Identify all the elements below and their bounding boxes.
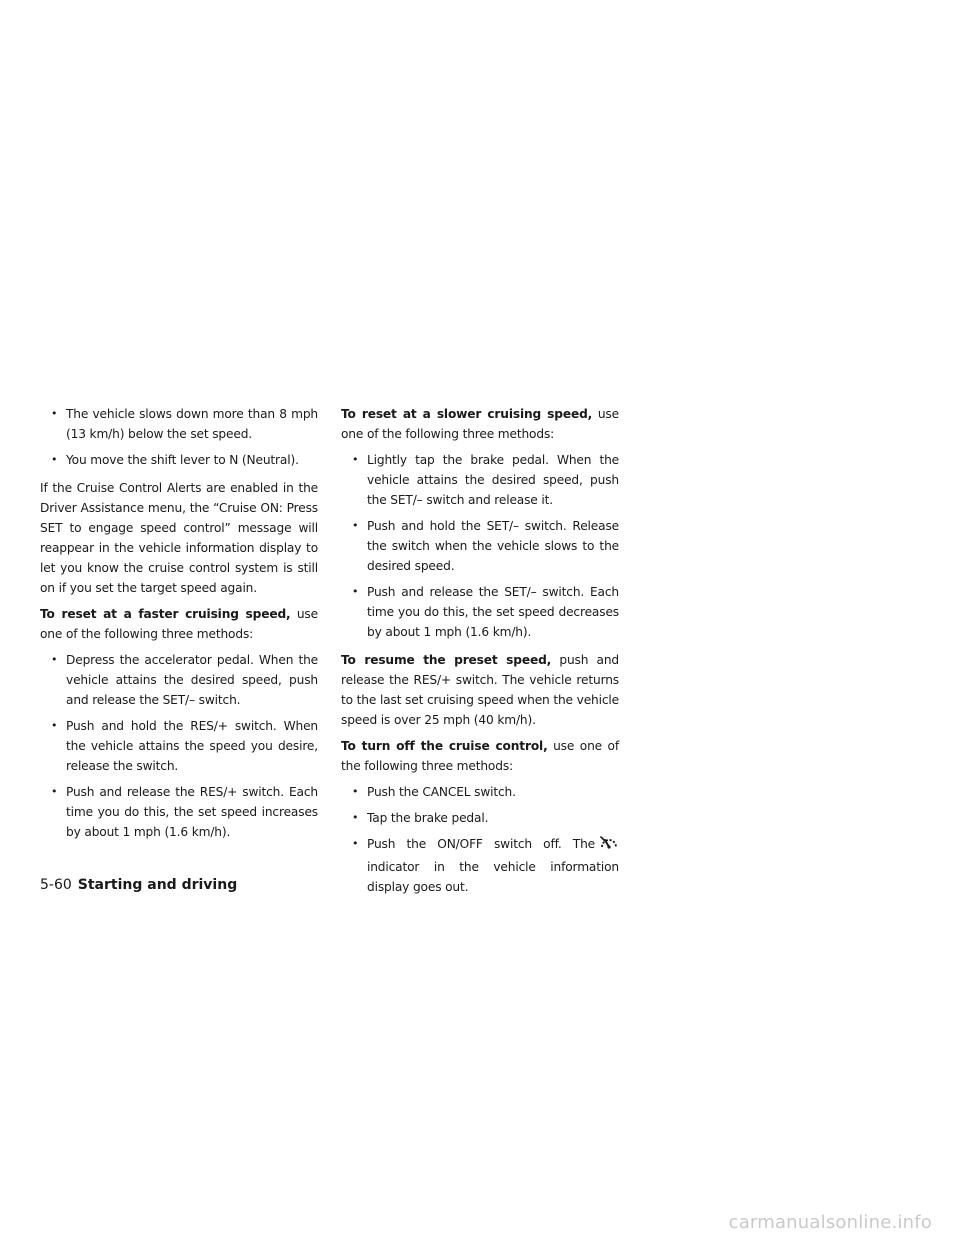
section-title: Starting and driving bbox=[77, 877, 238, 893]
list-item: • Push and hold the RES/+ switch. When the vehicle attains the speed you desire, release the switch. bbox=[40, 716, 318, 776]
turn-off-intro: use one of the following three methods: bbox=[341, 739, 619, 773]
faster-speed-list bbox=[40, 650, 318, 842]
slower-speed-heading: To reset at a slower cruising speed, bbox=[341, 407, 593, 421]
right-column bbox=[341, 404, 619, 905]
onoff-text-start: Push the ON/OFF switch off. The bbox=[367, 837, 595, 851]
faster-speed-intro: use one of the following three methods: bbox=[40, 607, 318, 641]
slower-speed-intro: use one of the following three methods: bbox=[341, 407, 619, 441]
cruise-indicator-icon bbox=[599, 835, 619, 857]
list-item: • You move the shift lever to N (Neutral). bbox=[40, 450, 318, 470]
list-item: • The vehicle slows down more than 8 mph (13 km/h) below the set speed. bbox=[40, 404, 318, 444]
turn-off-paragraph bbox=[341, 736, 619, 776]
resume-speed-heading: To resume the preset speed, bbox=[341, 653, 552, 667]
list-item: • Push the CANCEL switch. bbox=[341, 782, 619, 802]
list-item: • Depress the accelerator pedal. When the vehicle attains the desired speed, push and release the SET/– switch. bbox=[40, 650, 318, 710]
turn-off-list bbox=[341, 782, 619, 897]
list-item bbox=[341, 834, 619, 897]
faster-speed-heading: To reset at a faster cruising speed, bbox=[40, 607, 291, 621]
watermark: carmanualsonline.info bbox=[728, 1212, 932, 1233]
list-item: • Lightly tap the brake pedal. When the vehicle attains the desired speed, push the SET/– switch and release it. bbox=[341, 450, 619, 510]
resume-speed-paragraph bbox=[341, 650, 619, 730]
slower-speed-list bbox=[341, 450, 619, 642]
onoff-text-end: indicator in the vehicle information display goes out. bbox=[367, 860, 619, 894]
faster-speed-paragraph bbox=[40, 604, 318, 644]
turn-off-heading: To turn off the cruise control, bbox=[341, 739, 548, 753]
list-item: • Push and hold the SET/– switch. Release the switch when the vehicle slows to the desired speed. bbox=[341, 516, 619, 576]
alerts-paragraph: If the Cruise Control Alerts are enabled in the Driver Assistance menu, the “Cruise ON: Press SET to engage speed control” message will reappear in the vehicle information display to let you know the cruise control system is still on if you set the target speed again. bbox=[40, 481, 318, 595]
list-item: • Tap the brake pedal. bbox=[341, 808, 619, 828]
list-item: • Push and release the RES/+ switch. Each time you do this, the set speed increases by about 1 mph (1.6 km/h). bbox=[40, 782, 318, 842]
slower-speed-paragraph bbox=[341, 404, 619, 444]
resume-speed-text: push and release the RES/+ switch. The vehicle returns to the last set cruising speed when the vehicle speed is over 25 mph (40 km/h). bbox=[341, 653, 619, 727]
left-column bbox=[40, 404, 318, 850]
page-footer bbox=[40, 876, 237, 894]
list-item: • Push and release the SET/– switch. Each time you do this, the set speed decreases by about 1 mph (1.6 km/h). bbox=[341, 582, 619, 642]
page-number: 5-60 bbox=[40, 877, 72, 893]
cancel-conditions-list bbox=[40, 404, 318, 470]
